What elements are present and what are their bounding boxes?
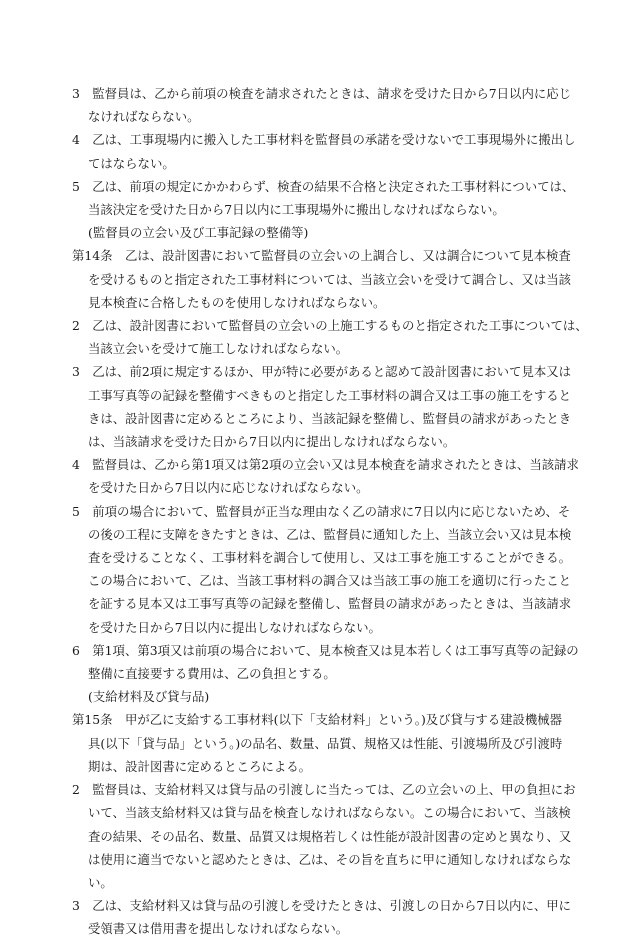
text-line: は、当該請求を受けた日から7日以内に提出しなければならない。 (88, 434, 456, 450)
text-line: 受領書又は借用書を提出しなければならない。 (88, 921, 349, 937)
text-line: 4 乙は、工事現場内に搬入した工事材料を監督員の承諾を受けないで工事現場外に搬出し (72, 132, 576, 148)
clause-13-3 (72, 82, 572, 128)
text-line: 具(以下「貸与品」という。)の品名、数量、品質、規格又は性能、引渡場所及び引渡時 (88, 735, 563, 751)
text-line: 第15条 甲が乙に支給する工事材料(以下「支給材料」という。)及び貸与する建設機械器 (72, 712, 563, 728)
text-line: 2 乙は、設計図書において監督員の立会いの上施工するものと指定された工事については、 (72, 318, 588, 334)
text-line: 3 監督員は、乙から前項の検査を請求されたときは、請求を受けた日から7日以内に応じ (72, 86, 572, 101)
clause-13-5 (72, 175, 575, 221)
text-line: 期は、設計図書に定めるところによる。 (88, 758, 312, 774)
article-15-caption: (支給材料及び貸与品) (88, 689, 210, 705)
text-line: きは、設計図書に定めるところにより、当該記録を整備し、監督員の請求があったとき (88, 410, 572, 426)
clause-14-2 (72, 314, 588, 360)
clause-13-4 (72, 128, 576, 174)
text-line: は使用に適当でないと認めたときは、乙は、その旨を直ちに甲に通知しなければならな (88, 851, 572, 867)
text-line: 整備に直接要する費用は、乙の負担とする。 (88, 666, 336, 682)
text-line: の後の工程に支障をきたすときは、乙は、監督員に通知した上、当該立会い又は見本検 (88, 526, 572, 542)
text-line: 3 乙は、支給材料又は貸与品の引渡しを受けたときは、引渡しの日から7日以内に、甲に (72, 898, 572, 914)
text-line: いて、当該支給材料又は貸与品を検査しなければならない。この場合において、当該検 (88, 805, 571, 821)
text-line: 工事写真等の記録を整備すべきものと指定した工事材料の調合又は工事の施工をすると (88, 387, 571, 403)
text-line: なければならない。 (88, 109, 200, 125)
article-15-1 (72, 708, 568, 778)
text-line: 5 前項の場合において、監督員が正当な理由なく乙の請求に7日以内に応じないため、そ (72, 503, 571, 519)
text-line: 査の結果、その品名、数量、品質又は規格若しくは性能が設計図書の定めと異なり、又 (88, 828, 572, 844)
text-line: 3 乙は、前2項に規定するほか、甲が特に必要があると認めて設計図書において見本又は (72, 364, 572, 380)
article-14-caption: (監督員の立会い及び工事記録の整備等) (88, 225, 309, 241)
text-line: 5 乙は、前項の規定にかかわらず、検査の結果不合格と決定された工事材料については、 (72, 178, 575, 194)
text-line: 当該立会いを受けて施工しなければならない。 (88, 341, 349, 357)
text-line: てはならない。 (88, 155, 175, 171)
text-line: 第14条 乙は、設計図書において監督員の立会いの上調合し、又は調合について見本検査 (72, 248, 571, 264)
article-14-1 (72, 244, 571, 314)
text-line: を受けた日から7日以内に応じなければならない。 (88, 480, 369, 496)
clause-14-4 (72, 453, 579, 499)
text-line: 2 監督員は、支給材料又は貸与品の引渡しに当たっては、乙の立会いの上、甲の負担にお (72, 782, 576, 798)
text-line: 4 監督員は、乙から第1項又は第2項の立会い又は見本検査を請求されたときは、当該請求 (72, 457, 579, 473)
text-line: を受けるものと指定された工事材料については、当該立会いを受けて調合し、又は当該 (88, 271, 571, 287)
clause-15-2 (72, 778, 576, 894)
clause-14-5 (72, 500, 572, 639)
text-line: い。 (88, 874, 113, 890)
text-line: 見本検査に合格したものを使用しなければならない。 (88, 294, 386, 310)
text-line: 当該決定を受けた日から7日以内に工事現場外に搬出しなければならない。 (88, 202, 505, 218)
clause-15-3 (72, 894, 572, 940)
text-line: を証する見本又は工事写真等の記録を整備し、監督員の請求があったときは、当該請求 (88, 596, 572, 612)
text-line: を受けた日から7日以内に提出しなければならない。 (88, 619, 381, 635)
text-line: 6 第1項、第3項又は前項の場合において、見本検査又は見本若しくは工事写真等の記録の (72, 642, 579, 658)
text-line: この場合において、乙は、当該工事材料の調合又は当該工事の施工を適切に行ったこと (88, 573, 571, 589)
text-line: 査を受けることなく、工事材料を調合して使用し、又は工事を施工することができる。 (88, 550, 571, 566)
clause-14-6 (72, 639, 579, 685)
clause-14-3 (72, 360, 572, 453)
